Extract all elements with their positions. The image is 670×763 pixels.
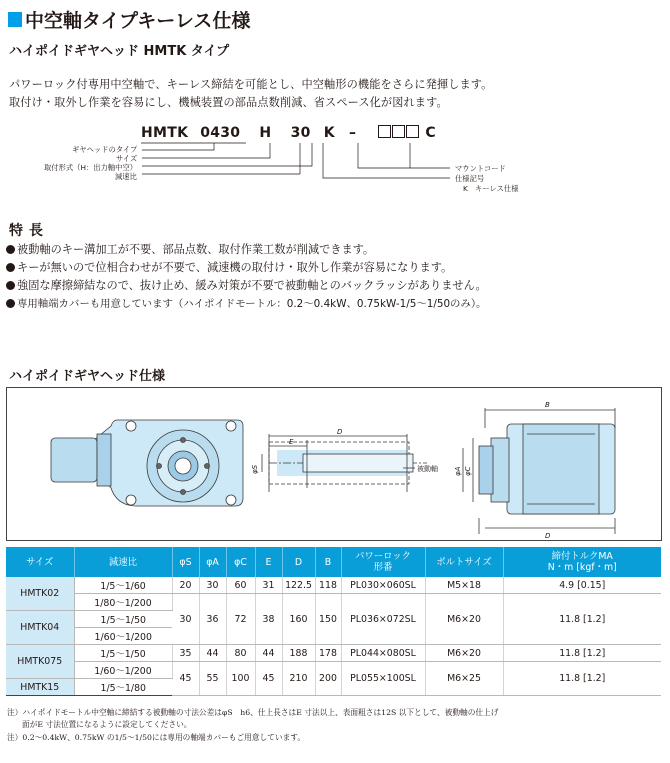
code-part-size: 0430: [200, 125, 241, 141]
cell-a: 30: [199, 577, 226, 594]
page-title: [8, 6, 250, 33]
bullet-icon: [6, 245, 15, 254]
drawing-label-d2: D: [545, 532, 551, 540]
cell-e: 45: [255, 662, 282, 696]
code-box-1: [378, 125, 391, 138]
cell-s: 35: [172, 645, 199, 662]
cell-powerlock: PL055×100SL: [341, 662, 425, 696]
feature-text: 被動軸のキー溝加工が不要、部品点数、取付作業工数が削減できます。: [17, 243, 375, 256]
code-box-2: [392, 125, 405, 138]
spec-heading: ハイポイドギヤヘッド仕様: [9, 369, 166, 384]
front-view: [51, 420, 243, 506]
code-label-mountcode: マウントコード: [455, 164, 506, 173]
code-label-keyless: K キーレス仕様: [463, 184, 519, 193]
size-cell: HMTK02: [6, 577, 74, 611]
cell-powerlock: PL044×080SL: [341, 645, 425, 662]
col-header-bolt: ボルトサイズ: [425, 547, 503, 577]
col-header-e: E: [255, 547, 282, 577]
size-cell: HMTK04: [6, 611, 74, 645]
ratio-cell: 1/5～1/50: [74, 611, 172, 628]
side-view: [463, 408, 615, 534]
cell-d: 122.5: [282, 577, 315, 594]
size-cell: HMTK075: [6, 645, 74, 679]
cell-b: 150: [315, 594, 341, 645]
ratio-cell: 1/5～1/50: [74, 645, 172, 662]
cell-c: 100: [226, 662, 255, 696]
col-header-powerlock: パワーロック 形番: [341, 547, 425, 577]
cell-torque: 11.8 [1.2]: [503, 594, 661, 645]
cell-d: 188: [282, 645, 315, 662]
size-cell: HMTK15: [6, 679, 74, 696]
drawing-label-e: E: [289, 438, 294, 446]
drawing-label-d: D: [337, 428, 343, 436]
code-part-spec: K: [323, 125, 335, 141]
cell-s: 20: [172, 577, 199, 594]
cell-b: 178: [315, 645, 341, 662]
code-part-ratio: 30: [290, 125, 311, 141]
cell-a: 44: [199, 645, 226, 662]
title-square-icon: [8, 12, 22, 27]
note-1-cont: 面がE 寸法位置になるように設定してください。: [22, 720, 192, 729]
code-label-mount: 取付形式（H：出力軸中空）: [44, 163, 138, 172]
gearhead-drawing: [7, 388, 663, 542]
feature-text: 専用軸端カバーも用意しています（ハイポイドモートル：0.2～0.4kW、0.75kW-1/5～1/50のみ）。: [17, 298, 487, 310]
cell-e: 38: [255, 594, 282, 645]
cell-bolt: M6×20: [425, 645, 503, 662]
ratio-cell: 1/5～1/60: [74, 577, 172, 594]
cell-powerlock: PL030×060SL: [341, 577, 425, 594]
cell-torque: 11.8 [1.2]: [503, 645, 661, 662]
col-header-b: B: [315, 547, 341, 577]
cell-d: 160: [282, 594, 315, 645]
code-part-dash: –: [348, 125, 357, 141]
drawing-label-driven-shaft: 被動軸: [417, 465, 438, 473]
intro-line-2: 取付け・取外し作業を容易にし、機械装置の部品点数削減、省スペース化が図れます。: [9, 96, 448, 109]
feature-item: [6, 277, 487, 293]
cell-bolt: M5×18: [425, 577, 503, 594]
drawing-label-s: φS: [251, 464, 259, 474]
table-row: [6, 594, 661, 611]
cell-c: 80: [226, 645, 255, 662]
drawing-label-a: φA: [454, 466, 462, 476]
col-header-s: φS: [172, 547, 199, 577]
cell-powerlock: PL036×072SL: [341, 594, 425, 645]
code-part-mount: H: [259, 125, 272, 141]
table-row: [6, 662, 661, 679]
model-code: [141, 125, 436, 141]
cell-c: 60: [226, 577, 255, 594]
spec-table: [6, 547, 661, 696]
cell-b: 200: [315, 662, 341, 696]
col-header-a: φA: [199, 547, 226, 577]
code-part-mountcode: C: [425, 125, 436, 141]
code-blank-boxes: [378, 125, 420, 141]
feature-text: 強固な摩擦締結なので、抜け止め、緩み対策が不要で被動軸とのバックラッシがありません。: [17, 279, 487, 292]
ratio-cell: 1/60～1/200: [74, 662, 172, 679]
code-part-type: HMTK: [141, 125, 189, 141]
drawing-label-c: φC: [464, 466, 472, 476]
cell-c: 72: [226, 594, 255, 645]
table-row: [6, 645, 661, 662]
table-header-row: [6, 547, 661, 577]
code-box-3: [406, 125, 419, 138]
code-label-spec: 仕様記号: [455, 174, 485, 183]
cell-a: 36: [199, 594, 226, 645]
feature-text: キーが無いので位相合わせが不要で、減速機の取付け・取外し作業が容易になります。: [17, 261, 453, 274]
section-view: [262, 434, 427, 492]
cell-e: 31: [255, 577, 282, 594]
feature-item: [6, 241, 374, 257]
features-heading: 特長: [9, 223, 49, 239]
cell-a: 55: [199, 662, 226, 696]
code-label-size: サイズ: [116, 154, 138, 163]
col-header-ratio: 減速比: [74, 547, 172, 577]
ratio-cell: 1/60～1/200: [74, 628, 172, 645]
ratio-cell: 1/80～1/200: [74, 594, 172, 611]
bullet-icon: [6, 299, 15, 308]
note-2: 注）0.2～0.4kW、0.75kW の1/5～1/50には専用の軸端カバーもご用意しています。: [7, 733, 306, 742]
col-header-c: φC: [226, 547, 255, 577]
bullet-icon: [6, 281, 15, 290]
subtitle: ハイポイドギヤヘッド HMTK タイプ: [9, 44, 230, 59]
intro-line-1: パワーロック付専用中空軸で、キーレス締結を可能とし、中空軸形の機能をさらに発揮します。: [9, 78, 493, 91]
cell-e: 44: [255, 645, 282, 662]
cell-bolt: M6×20: [425, 594, 503, 645]
cell-torque: 4.9 [0.15]: [503, 577, 661, 594]
cell-b: 118: [315, 577, 341, 594]
ratio-cell: 1/5～1/80: [74, 679, 172, 696]
cell-s: 45: [172, 662, 199, 696]
cell-d: 210: [282, 662, 315, 696]
drawing-panel: [6, 387, 662, 541]
bullet-icon: [6, 263, 15, 272]
col-header-torque: 締付トルクMA N・m [kgf・m]: [503, 547, 661, 577]
cell-bolt: M6×25: [425, 662, 503, 696]
drawing-label-b: B: [545, 401, 550, 409]
cell-torque: 11.8 [1.2]: [503, 662, 661, 696]
title-text: 中空軸タイプキーレス仕様: [25, 10, 251, 32]
col-header-size: サイズ: [6, 547, 74, 577]
note-1: 注）ハイポイドモートル中空軸に締結する被動軸の寸法公差はφS h6、仕上長さはE 寸法以上、表面粗さは12S 以下として、被動軸の仕上げ: [7, 708, 499, 717]
code-label-ratio: 減速比: [115, 172, 137, 181]
table-row: [6, 577, 661, 594]
code-label-type: ギヤヘッドのタイプ: [72, 145, 138, 154]
cell-s: 30: [172, 594, 199, 645]
col-header-d: D: [282, 547, 315, 577]
feature-item: [6, 295, 486, 310]
feature-item: [6, 259, 452, 275]
